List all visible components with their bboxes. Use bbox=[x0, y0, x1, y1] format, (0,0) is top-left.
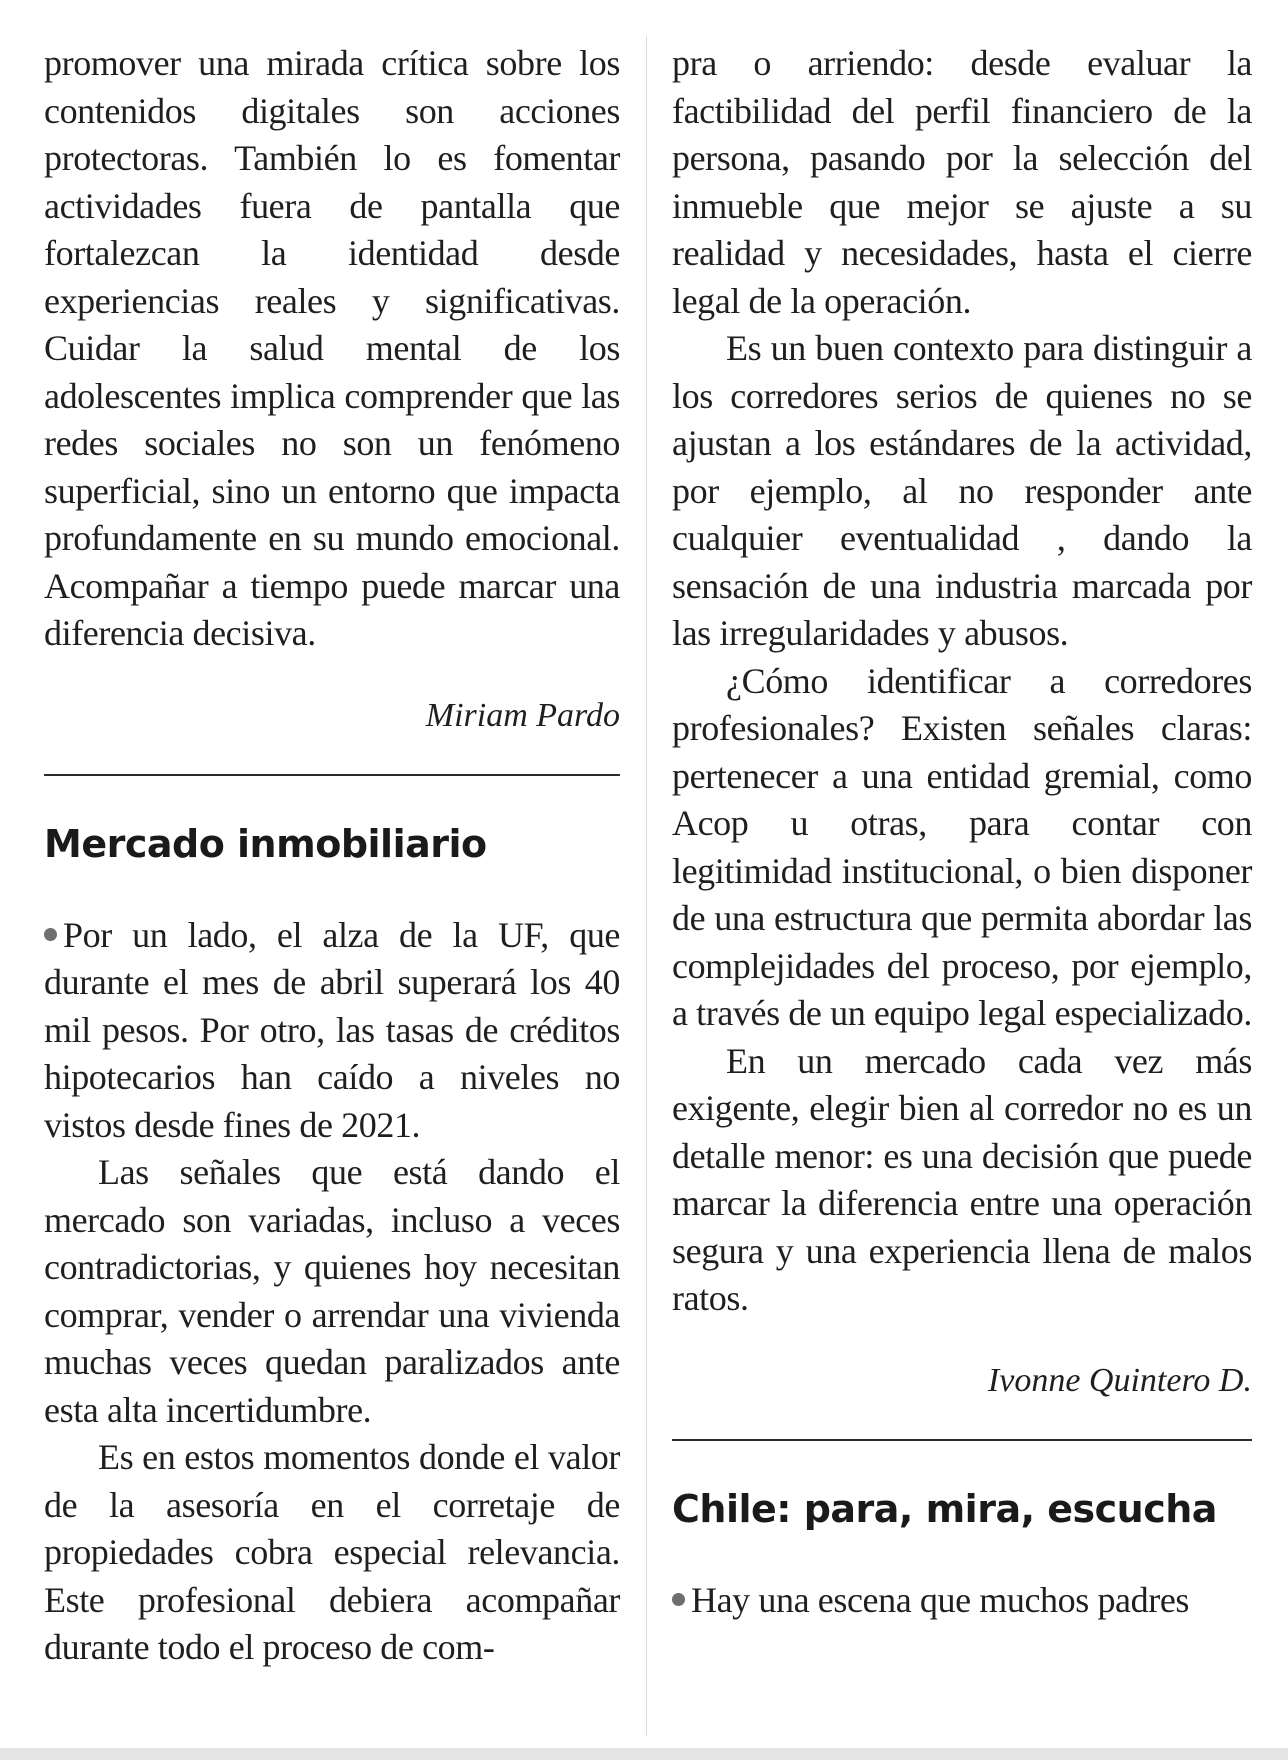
bullet-icon bbox=[672, 1593, 685, 1606]
letter-signature: Miriam Pardo bbox=[425, 696, 620, 734]
letter-paragraph: Las señales que está dando el mercado son variadas, incluso a veces contradictorias, y quienes hoy necesitan comprar, vender o arrendar una vivienda muchas veces quedan paralizados ante esta alta incertidumbre. bbox=[44, 1152, 620, 1430]
section-title: Mercado inmobiliario bbox=[44, 821, 487, 866]
letter-continuation-text: pra o arriendo: desde evaluar la factibilidad del perfil financiero de la persona, pasando por la selección del inmueble que mejor se ajuste a su realidad y necesidades, hasta el cierre legal de la operación. bbox=[672, 43, 1252, 321]
section-divider bbox=[672, 1439, 1252, 1441]
left-column bbox=[44, 40, 620, 1672]
letter-paragraph: En un mercado cada vez más exigente, elegir bien al corredor no es un detalle menor: es una decisión que puede marcar la diferencia entre una operación segura y una experiencia llena de malos ratos. bbox=[672, 1040, 1252, 1318]
letter-paragraph: ¿Cómo identificar a corredores profesionales? Existen señales claras: pertenecer a una entidad gremial, como Acop u otras, para contar con legitimidad institucional, o bien disponer de una estructura que permita abordar las complejidades del proceso, por ejemplo, a través de un equipo legal especializado. bbox=[672, 660, 1252, 1033]
bullet-icon bbox=[44, 928, 57, 941]
letter-signature: Ivonne Quintero D. bbox=[987, 1361, 1252, 1399]
paragraph-text: Hay una escena que muchos padres bbox=[691, 1579, 1190, 1620]
letter-paragraph: Es en estos momentos donde el valor de la asesoría en el corretaje de propiedades cobra especial relevancia. Este profesional debiera acompañar durante todo el proceso de com- bbox=[44, 1437, 620, 1667]
column-divider bbox=[646, 36, 647, 1736]
letter-paragraph bbox=[44, 912, 620, 1150]
page-bottom-edge bbox=[0, 1748, 1288, 1760]
section-title: Chile: para, mira, escucha bbox=[672, 1486, 1217, 1531]
section-divider bbox=[44, 774, 620, 776]
letter-paragraph bbox=[672, 1577, 1252, 1625]
right-column bbox=[672, 40, 1252, 1624]
letter-continuation-text: promover una mirada crítica sobre los contenidos digitales son acciones protectoras. También lo es fomentar actividades fuera de pantalla que fortalezcan la identidad desde experiencias reales y significativas. Cuidar la salud mental de los adolescentes implica comprender que las redes sociales no son un fenómeno superficial, sino un entorno que impacta profundamente en su mundo emocional. Acompañar a tiempo puede marcar una diferencia decisiva. bbox=[44, 43, 620, 653]
paragraph-text: Por un lado, el alza de la UF, que durante el mes de abril superará los 40 mil pesos. Por otro, las tasas de créditos hipotecarios han caído a niveles no vistos desde fines de 2021. bbox=[44, 914, 620, 1145]
letter-paragraph: Es un buen contexto para distinguir a los corredores serios de quienes no se ajustan a los estándares de la actividad, por ejemplo, al no responder ante cualquier eventualidad , dando la sensación de una industria marcada por las irregularidades y abusos. bbox=[672, 328, 1252, 653]
